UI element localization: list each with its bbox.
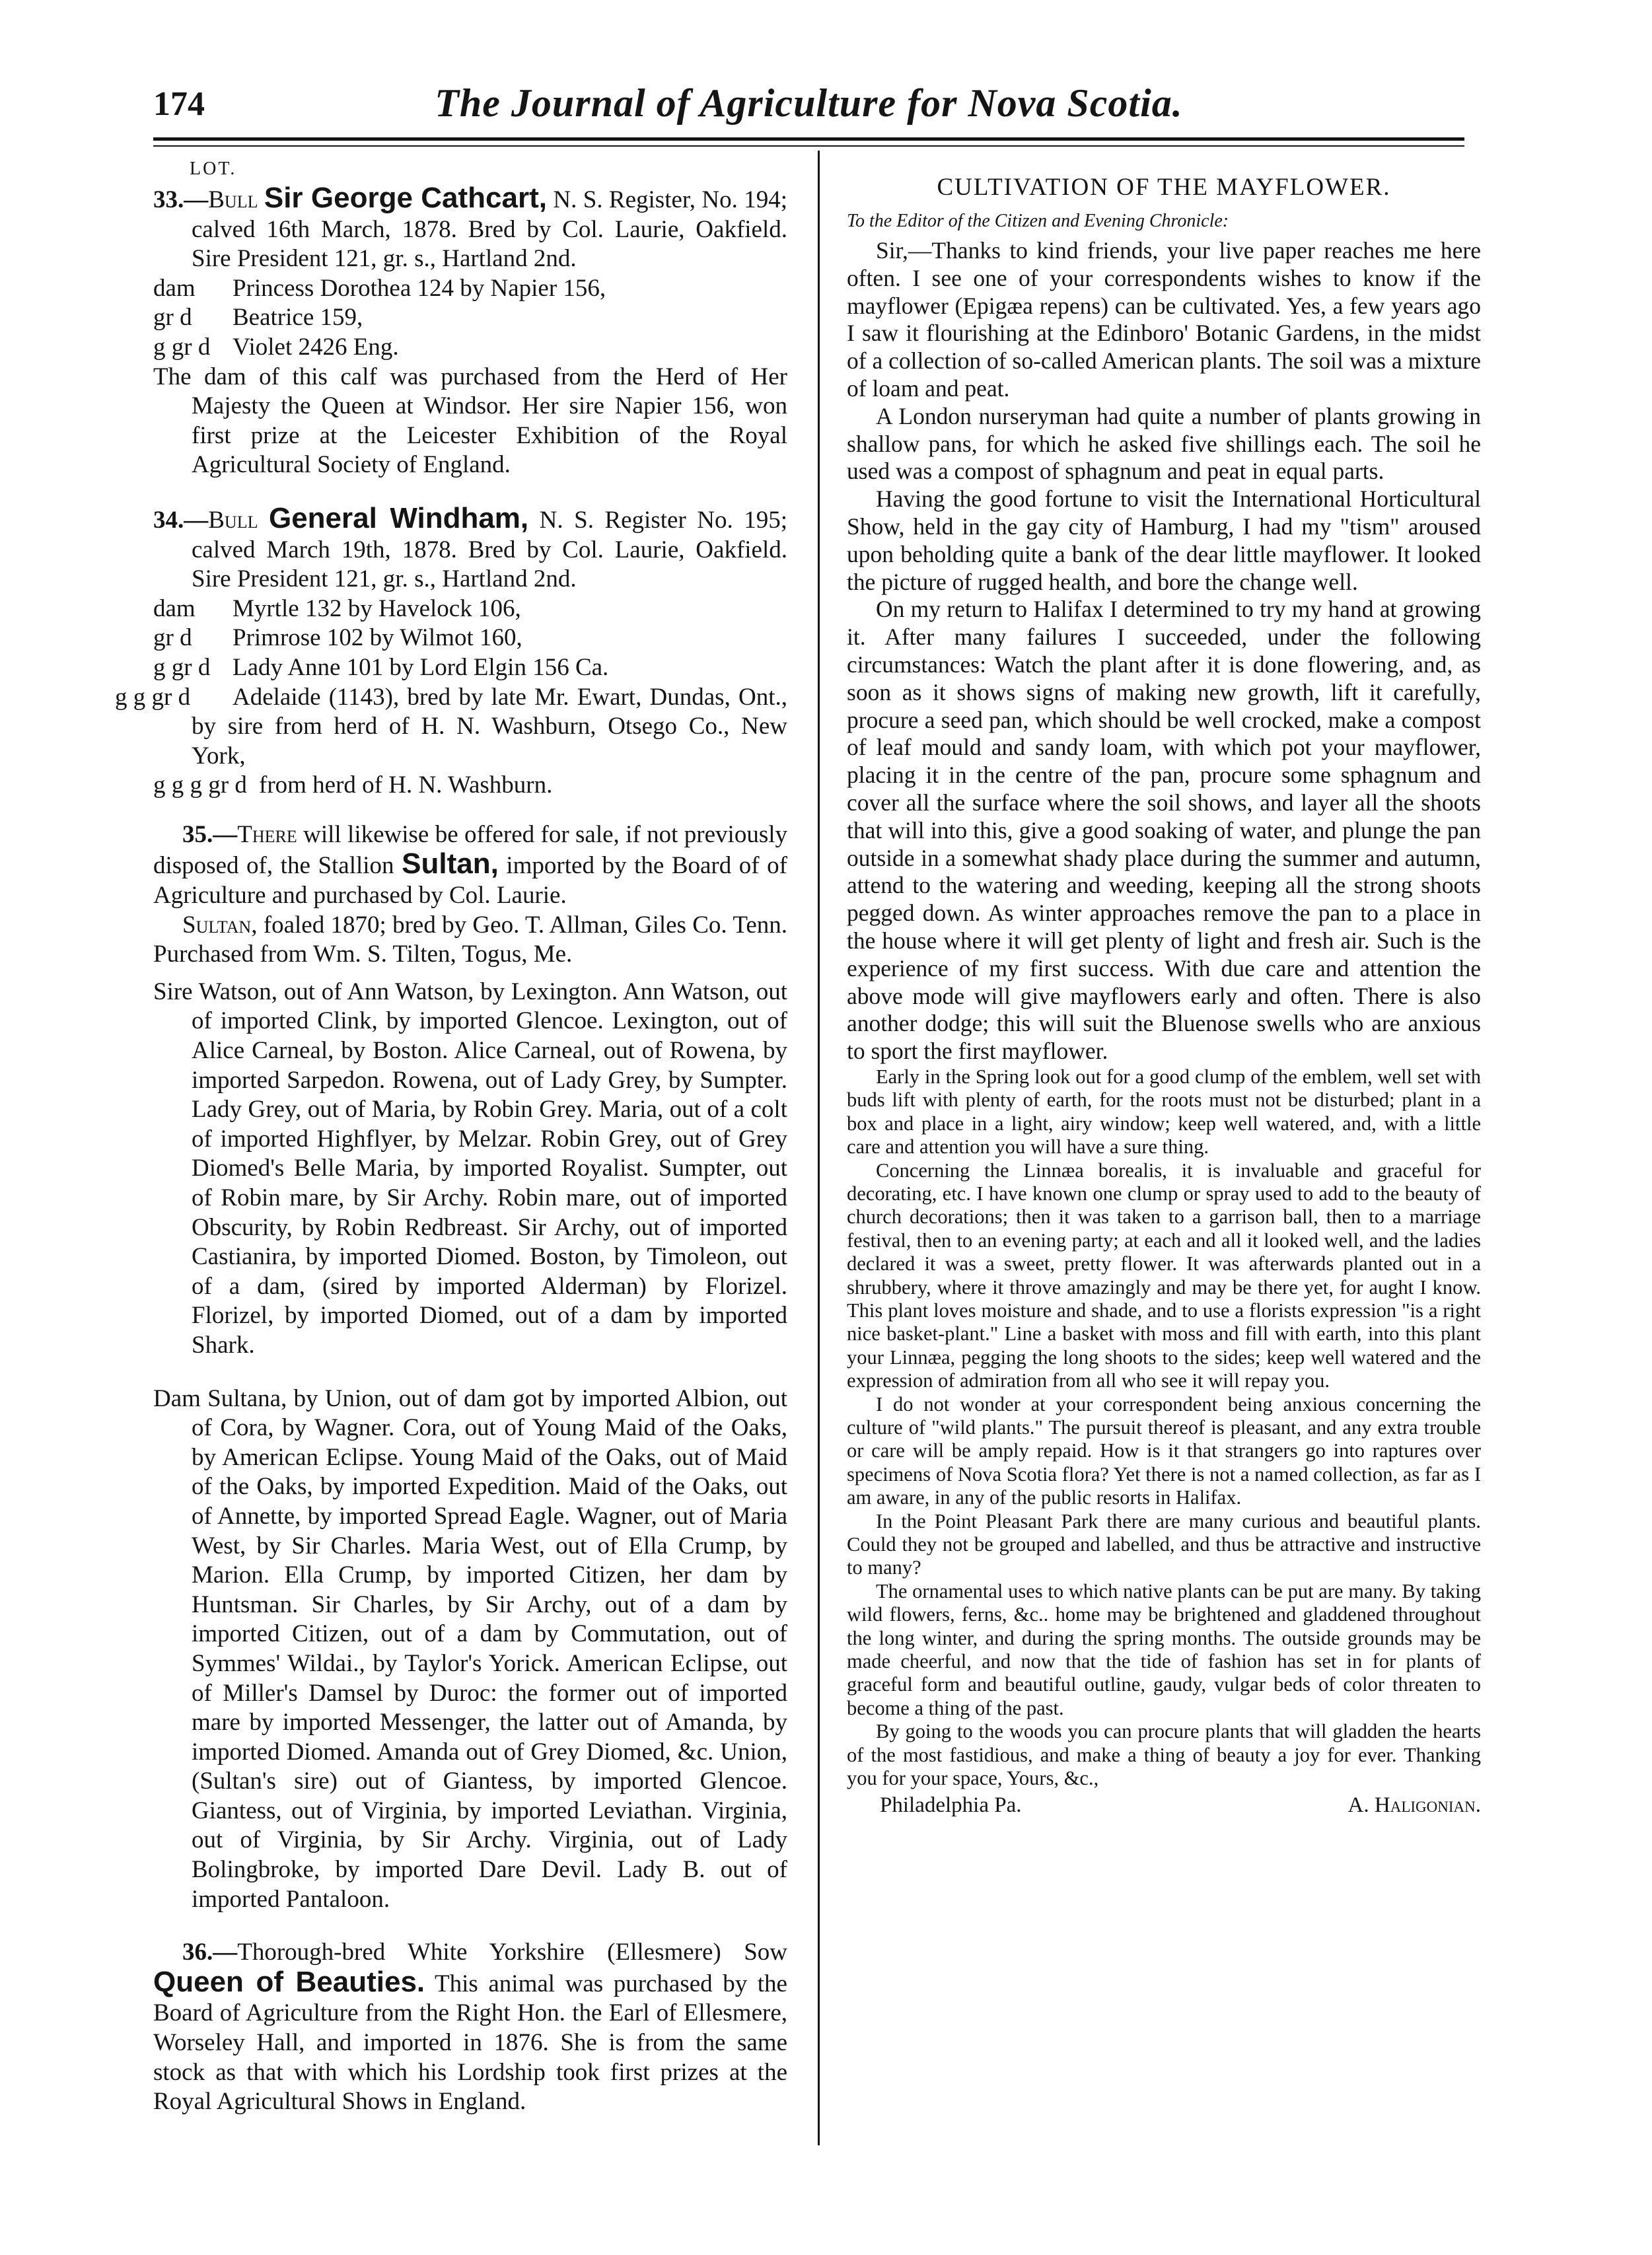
lot-36-name: Queen of Beauties. xyxy=(153,1965,425,1998)
pedigree-key: dam xyxy=(153,594,196,622)
lot-35-foaled-text: foaled 1870; bred by Geo. T. Allman, Giles Co. Tenn. Purchased from Wm. S. Tilten, Togus, Me. xyxy=(153,911,788,968)
lot-35-text-after: imported by the Board of of Agriculture and purchased by Col. Laurie. xyxy=(153,852,787,910)
lot-33-details: N. S. Register, No. 194; calved 16th March, 1878. Bred by Col. Laurie, Oakfield. Sire President 121, gr. s., Hartland 2nd. xyxy=(192,186,787,273)
lot-36-entry xyxy=(153,1938,787,2117)
lot-33-name: Sir George Cathcart, xyxy=(264,182,547,214)
lot-34-name: General Windham, xyxy=(268,501,529,534)
lot-33-pedigree xyxy=(153,274,787,363)
lot-35-lead: There xyxy=(237,820,297,848)
pedigree-key: g g gr d xyxy=(115,683,191,711)
article-paragraph-small: Early in the Spring look out for a good clump of the emblem, well set with buds lift with plenty of earth, for the roots must not be disturbed; plant in a box and place in a light, airy window; keep well watered, and, with a little care and attention you will have a sure thing. xyxy=(847,1065,1481,1159)
lot-33 xyxy=(153,184,787,480)
lot-36-text-before: Thorough-bred White Yorkshire (Ellesmere) Sow xyxy=(237,1939,787,1966)
right-column xyxy=(847,159,1481,1818)
pedigree-line xyxy=(153,771,787,801)
article-paragraph: Sir,—Thanks to kind friends, your live paper reaches me here often. I see one of your correspondents wishes to know if the mayflower (Epigæa repens) can be cultivated. Yes, a few years ago I saw it flourishing at the Edinboro' Botanic Gardens, in the midst of a collection of so-called American plants. The soil was a mixture of loam and peat. xyxy=(847,237,1481,402)
lot-33-entry xyxy=(153,184,787,274)
lot-35-number: 35.— xyxy=(182,820,238,848)
pedigree-value: Violet 2426 Eng. xyxy=(233,333,399,361)
pedigree-line xyxy=(153,624,787,653)
lot-heading: LOT. xyxy=(190,159,237,179)
pedigree-line xyxy=(153,333,787,363)
pedigree-line xyxy=(153,274,787,304)
pedigree-key: gr d xyxy=(153,624,192,652)
lot-35-foaled-lead: Sultan, xyxy=(182,911,258,939)
header-rule-thin xyxy=(153,145,1464,147)
article-salutation: To the Editor of the Citizen and Evening Chronicle: xyxy=(847,211,1229,231)
lot-34-pedigree xyxy=(115,594,787,801)
pedigree-value: from herd of H. N. Washburn. xyxy=(259,771,553,799)
article-paragraph-small: Concerning the Linnæa borealis, it is invaluable and graceful for decorating, etc. I have known one clump or spray used to add to the beauty of church decorations; then it was taken to a garrison ball, then to a marriage festival, then to an evening party; at each and all it looked well, and the ladies declared it was a sweet, pretty flower. It was afterwards planted out in a shrubbery, where it throve amazingly and may be there yet, for aught I know. This plant loves moisture and shade, and to use a florists expression "is a right nice basket-plant." Line a basket with moss and fill with earth, into this plant your Linnæa, pegging the long shoots to the sides; keep well watered and the expression of admiration from all who see it will repay you. xyxy=(847,1159,1481,1392)
lot-34-entry xyxy=(153,501,788,594)
lot-35-foaled xyxy=(153,911,787,970)
lot-35-text-before: will likewise be offered for sale, if not previously disposed of, the Stallion xyxy=(153,820,787,880)
pedigree-key: g gr d xyxy=(153,653,211,681)
pedigree-value: Myrtle 132 by Havelock 106, xyxy=(233,594,521,622)
lot-33-kind: Bull xyxy=(208,186,258,213)
article-paragraph: A London nurseryman had quite a number of plants growing in shallow pans, for which he asked five shillings each. The soil he used was a compost of sphagnum and peat in equal parts. xyxy=(847,402,1481,485)
lot-36-text-after: This animal was purchased by the Board of Agriculture from the Right Hon. the Earl of Ellesmere, Worseley Hall, and imported in 1876. She is from the same stock as that with which his Lordship took first prizes at the Royal Agricultural Shows in England. xyxy=(153,1970,787,2116)
left-column xyxy=(115,159,788,2117)
lot-35 xyxy=(153,820,787,1914)
pedigree-key: g g g gr d xyxy=(153,771,247,799)
lot-35-name: Sultan, xyxy=(402,847,499,880)
pedigree-key: dam xyxy=(153,274,196,302)
page-header xyxy=(153,78,1464,144)
article-title: CULTIVATION OF THE MAYFLOWER. xyxy=(937,174,1391,201)
lot-35-sire: Sire Watson, out of Ann Watson, by Lexington. Ann Watson, out of imported Clink, by imported Glencoe. Lexington, out of Alice Carneal, by Boston. Alice Carneal, out of Rowena, by imported Sarpedon. Rowena, out of Lady Grey, by Sumpter. Lady Grey, out of Maria, by Robin Grey. Maria, out of a colt of imported Highflyer, by Melzar. Robin Grey, out of Grey Diomed's Belle Maria, by imported Royalist. Sumpter, out of Robin mare, by Sir Archy. Robin mare, out of imported Obscurity, by Robin Redbreast. Sir Archy, out of imported Castianira, by imported Diomed. Boston, by Timoleon, out of a dam, (sired by imported Alderman) by Florizel. Florizel, by imported Diomed, out of a dam by imported Shark. xyxy=(153,978,787,1359)
signoff-location: Philadelphia Pa. xyxy=(880,1793,1022,1817)
lot-36-number: 36.— xyxy=(182,1939,238,1966)
pedigree-value: Primrose 102 by Wilmot 160, xyxy=(233,624,522,652)
lot-34-number: 34.— xyxy=(153,506,209,534)
article-paragraph-small: By going to the woods you can procure plants that will gladden the hearts of the most fastidious, and make a thing of beauty a joy for ever. Thanking you for your space, Yours, &c., xyxy=(847,1720,1481,1790)
pedigree-key: g gr d xyxy=(153,333,211,361)
lot-34 xyxy=(115,501,788,801)
article-paragraph-small: In the Point Pleasant Park there are many curious and beautiful plants. Could they not be grouped and labelled, and thus be attractive and instructive to many? xyxy=(847,1509,1481,1579)
pedigree-line xyxy=(115,683,787,771)
pedigree-value: Adelaide (1143), bred by late Mr. Ewart, Dundas, Ont., by sire from herd of H. N. Washburn, Otsego Co., New York, xyxy=(192,683,787,770)
pedigree-key: gr d xyxy=(153,304,192,332)
signoff-signature: A. Haligonian. xyxy=(1347,1793,1481,1817)
pedigree-value: Lady Anne 101 by Lord Elgin 156 Ca. xyxy=(233,653,609,681)
column-divider xyxy=(818,151,820,2145)
pedigree-value: Beatrice 159, xyxy=(233,304,363,332)
article-paragraph: Having the good fortune to visit the International Horticultural Show, held in the gay city of Hamburg, I had my "tism" aroused upon beholding quite a bank of the dear little mayflower. It looked the picture of rugged health, and bore the change well. xyxy=(847,485,1481,595)
article-signoff xyxy=(847,1793,1481,1818)
pedigree-value: Princess Dorothea 124 by Napier 156, xyxy=(233,274,606,302)
article-paragraph-small: The ornamental uses to which native plants can be put are many. By taking wild flowers, ferns, &c.. home may be brightened and gladdened throughout the long winter, and during the spring months. The outside grounds may be made cheerful, and now that the tide of fashion has set in for plants of graceful form and beautiful outline, gaudy, vulgar beds of color threaten to become a thing of the past. xyxy=(847,1579,1481,1719)
page-number: 174 xyxy=(153,85,205,123)
pedigree-line xyxy=(153,303,787,333)
pedigree-line xyxy=(153,594,787,624)
article-paragraph: On my return to Halifax I determined to try my hand at growing it. After many failures I succeeded, under the following circumstances: Watch the plant after it is done flowering, and, as soon as it shows signs of making new growth, lift it carefully, procure a seed pan, which should be well crocked, make a compost of leaf mould and sandy loam, with which pot your mayflower, placing it in the centre of the pan, procure some sphagnum and cover all the surface where the soil shows, and layer all the shoots that will into this, give a good soaking of water, and plunge the pan outside in a somewhat shady place during the summer and autumn, attend to the watering and weeding, keeping all the strong shoots pegged down. As winter approaches remove the pan to a place in the house where it will get plenty of light and fresh air. Such is the experience of my first success. With due care and attention the above mode will give mayflowers early and often. There is also another dodge; this will suit the Bluenose swells who are anxious to sport the first mayflower. xyxy=(847,596,1481,1065)
header-rule-thick xyxy=(153,137,1464,141)
lot-35-entry xyxy=(153,820,787,911)
lot-34-details: N. S. Register No. 195; calved March 19th, 1878. Bred by Col. Laurie, Oakfield. Sire President 121, gr. s., Hartland 2nd. xyxy=(192,506,788,593)
lot-36 xyxy=(153,1938,787,2117)
journal-title: The Journal of Agriculture for Nova Scotia. xyxy=(435,81,1183,125)
lot-33-number: 33.— xyxy=(153,186,209,213)
article-paragraph-small: I do not wonder at your correspondent being anxious concerning the culture of "wild plants." The pursuit thereof is pleasant, and any extra trouble or care will be amply repaid. How is it that strangers go into raptures over specimens of Nova Scotia flora? Yet there is not a named collection, as far as I am aware, in any of the public resorts in Halifax. xyxy=(847,1392,1481,1509)
pedigree-line xyxy=(153,653,787,683)
lot-34-kind: Bull xyxy=(208,506,258,534)
lot-33-note: The dam of this calf was purchased from the Herd of Her Majesty the Queen at Windsor. Her sire Napier 156, won first prize at the Leicester Exhibition of the Royal Agricultural Society of England. xyxy=(153,363,787,479)
lot-35-dam: Dam Sultana, by Union, out of dam got by imported Albion, out of Cora, by Wagner. Cora, out of Young Maid of the Oaks, by American Eclipse. Young Maid of the Oaks, out of Maid of the Oaks, by imported Expedition. Maid of the Oaks, out of Annette, by imported Spread Eagle. Wagner, out of Maria West, by Sir Charles. Maria West, out of Ella Crump, by Marion. Ella Crump, by imported Citizen, her dam by Huntsman. Sir Charles, by Sir Archy, out of a dam by imported Citizen, out of a dam by Commutation, out of Symmes' Wildai., by Taylor's Yorick. American Eclipse, out of Miller's Damsel by Duroc: the former out of imported mare by imported Messenger, the latter out of Amanda, by imported Diomed. Amanda out of Grey Diomed, &c. Union, (Sultan's sire) out of Giantess, by imported Glencoe. Giantess, out of Virginia, by imported Leviathan. Virginia, out of Virginia, by Sir Archy. Virginia, out of Lady Bolingbroke, by imported Dare Devil. Lady B. out of imported Pantaloon. xyxy=(153,1384,787,1913)
